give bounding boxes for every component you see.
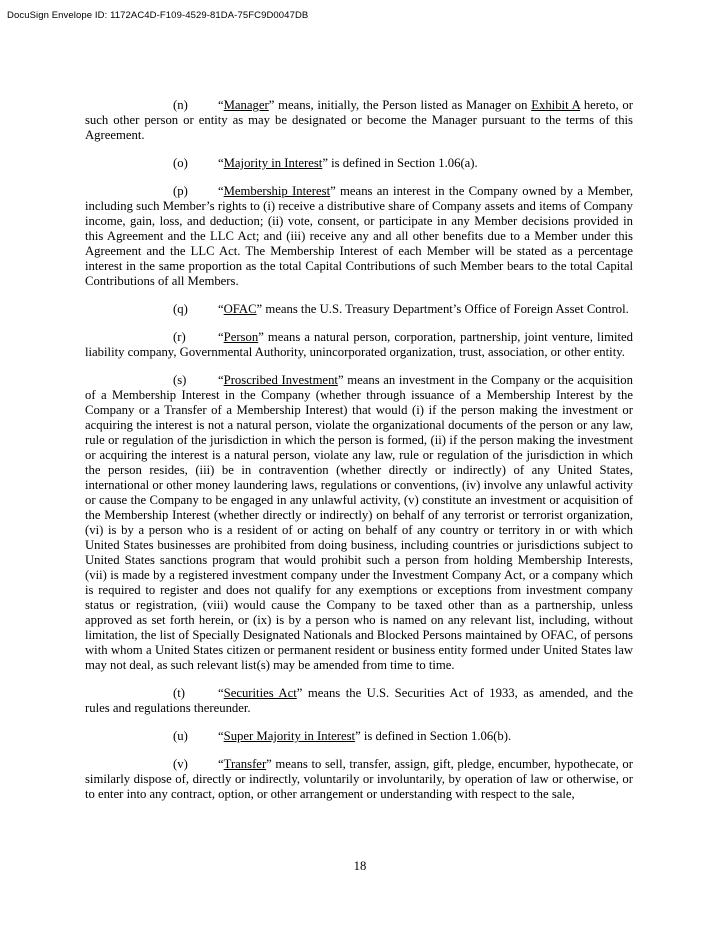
definition-text: ” is defined in Section 1.06(b). (355, 729, 512, 743)
definition-u: (u) “Super Majority in Interest” is defined in Section 1.06(b). (173, 729, 512, 743)
defined-term: Securities Act (223, 686, 297, 700)
definition-q: (q) “OFAC” means the U.S. Treasury Department’s Office of Foreign Asset Control. (173, 302, 629, 316)
defined-term: Membership Interest (223, 184, 331, 198)
definition-label: (t) (173, 686, 185, 700)
page-number: 18 (353, 859, 367, 873)
definition-text: ” means an investment in the Company or the acquisition of a Membership Interest in the Company (whether through issuance of a Membership Interest by the Company or a Transfer of a Membership Interest) that would (i) if the person making the investment or acquiring the interest is not a natural person, violate the organizational documents of the person or any law, rule or regulation of the jurisdiction in which the person is formed, (ii) if the person making the investment or acquiring the interest is a natural person, violate any law, rule or regulation of the jurisdiction in which the person resides, (iii) be in contravention (whether directly or indirectly) of any United States, international or other money laundering laws, regulations or conventions, (iv) involve any unlawful activity or cause the Company to be engaged in any unlawful activity, (v) constitute an investment or acquisition of the Membership Interest (whether directly or indirectly) on behalf of any terrorist or terrorist organization, (vi) is by a person who is a resident of or acting on behalf of any country or territory in or with which United States businesses are prohibited from doing business, including countries or jurisdictions subject to United States sanctions program that would prohibit such a person from holding Membership Interests, (vii) is made by a registered investment company under the Investment Company Act, or a company which is required to register and does not qualify for any exemptions or exceptions from investment company status or registration, (viii) would cause the Company to be taxed other than as a partnership, unless approved as set forth herein, or (ix) is by a person who is named on any relevant list, including, without limitation, the list of Specially Designated Nationals and Blocked Persons maintained by OFAC, of persons with whom a United States citizen or permanent resident or business entity formed under United States law may not deal, as such relevant list(s) may be amended from time to time. (85, 373, 633, 672)
definition-text: ” means the U.S. Treasury Department’s Office of Foreign Asset Control. (256, 302, 629, 316)
definition-text: ” is defined in Section 1.06(a). (322, 156, 478, 170)
definition-text-continued: hereto, or such other person or entity as may be designated or become the Manager pursuant to the terms of this Agreement. (85, 98, 633, 142)
definition-text: ” means a natural person, corporation, partnership, joint venture, limited liability company, Governmental Authority, unincorporated organization, trust, association, or other entity. (85, 330, 633, 359)
definition-t: (t) “Securities Act” means the U.S. Securities Act of 1933, as amended, and the rules and regulations thereunder. (85, 686, 633, 715)
defined-term: OFAC (223, 302, 257, 316)
definition-label: (o) (173, 156, 188, 170)
defined-term: Majority in Interest (223, 156, 323, 170)
defined-term: Person (223, 330, 259, 344)
definition-n: (n) “Manager” means, initially, the Person listed as Manager on Exhibit A hereto, or such other person or entity as may be designated or become the Manager pursuant to the terms of this Agreement. (85, 98, 633, 142)
definition-p: (p) “Membership Interest” means an interest in the Company owned by a Member, including such Member’s rights to (i) receive a distributive share of Company assets and items of Company income, gain, loss, and deduction; (ii) vote, consent, or participate in any Member decisions provided in this Agreement and the LLC Act; and (iii) receive any and all other benefits due to a Member under this Agreement and the LLC Act. The Membership Interest of each Member will be stated as a percentage interest in the same proportion as the total Capital Contributions of such Member bears to the total Capital Contributions of all Members. (85, 184, 633, 288)
definition-text: ” means to sell, transfer, assign, gift, pledge, encumber, hypothecate, or similarly dispose of, directly or indirectly, voluntarily or involuntarily, by operation of law or otherwise, or to enter into any contract, option, or other arrangement or understanding with respect to the sale, (85, 757, 633, 801)
definition-label: (p) (173, 184, 188, 198)
definition-label: (u) (173, 729, 188, 743)
definition-label: (n) (173, 98, 188, 112)
definition-r: (r) “Person” means a natural person, corporation, partnership, joint venture, limited liability company, Governmental Authority, unincorporated organization, trust, association, or other entity. (85, 330, 633, 359)
defined-term: Proscribed Investment (223, 373, 338, 387)
definition-label: (r) (173, 330, 186, 344)
definition-text: ” means, initially, the Person listed as Manager on (268, 98, 532, 112)
defined-term: Manager (223, 98, 269, 112)
definition-label: (s) (173, 373, 187, 387)
defined-term: Super Majority in Interest (223, 729, 356, 743)
definition-s: (s) “Proscribed Investment” means an investment in the Company or the acquisition of a Membership Interest in the Company (whether through issuance of a Membership Interest by the Company or a Transfer of a Membership Interest) that would (i) if the person making the investment or acquiring the interest is not a natural person, violate the organizational documents of the person or any law, rule or regulation of the jurisdiction in which the person is formed, (ii) if the person making the investment or acquiring the interest is a natural person, violate any law, rule or regulation of the jurisdiction in which the person resides, (iii) be in contravention (whether directly or indirectly) of any United States, international or other money laundering laws, regulations or conventions, (iv) involve any unlawful activity or cause the Company to be engaged in any unlawful activity, (v) constitute an investment or acquisition of the Membership Interest (whether directly or indirectly) on behalf of any terrorist or terrorist organization, (vi) is by a person who is a resident of or acting on behalf of any country or territory in or with which United States businesses are prohibited from doing business, including countries or jurisdictions subject to United States sanctions program that would prohibit such a person from holding Membership Interests, (vii) is made by a registered investment company under the Investment Company Act, or a company which is required to register and does not qualify for any exemptions or exceptions from investment company status or registration, (viii) would cause the Company to be taxed other than as a partnership, unless approved as set forth herein, or (ix) is by a person who is named on any relevant list, including, without limitation, the list of Specially Designated Nationals and Blocked Persons maintained by OFAC, of persons with whom a United States citizen or permanent resident or business entity formed under United States law may not deal, as such relevant list(s) may be amended from time to time. (85, 373, 633, 672)
defined-term: Transfer (223, 757, 267, 771)
definition-text: ” means an interest in the Company owned by a Member, including such Member’s rights to (i) receive a distributive share of Company assets and items of Company income, gain, loss, and deduction; (ii) vote, consent, or participate in any Member decisions provided in this Agreement and the LLC Act; and (iii) receive any and all other benefits due to a Member under this Agreement and the LLC Act. The Membership Interest of each Member will be stated as a percentage interest in the same proportion as the total Capital Contributions of such Member bears to the total Capital Contributions of all Members. (85, 184, 633, 288)
definition-v: (v) “Transfer” means to sell, transfer, assign, gift, pledge, encumber, hypothecate, or similarly dispose of, directly or indirectly, voluntarily or involuntarily, by operation of law or otherwise, or to enter into any contract, option, or other arrangement or understanding with respect to the sale, (85, 757, 633, 801)
definition-label: (v) (173, 757, 188, 771)
definition-o: (o) “Majority in Interest” is defined in Section 1.06(a). (173, 156, 478, 170)
document-body (85, 98, 633, 802)
definition-label: (q) (173, 302, 188, 316)
definition-text: ” means the U.S. Securities Act of 1933, as amended, and the rules and regulations thereunder. (85, 686, 633, 715)
exhibit-a-reference: Exhibit A (531, 98, 581, 112)
docusign-envelope-id: DocuSign Envelope ID: 1172AC4D-F109-4529-81DA-75FC9D0047DB (7, 10, 309, 21)
